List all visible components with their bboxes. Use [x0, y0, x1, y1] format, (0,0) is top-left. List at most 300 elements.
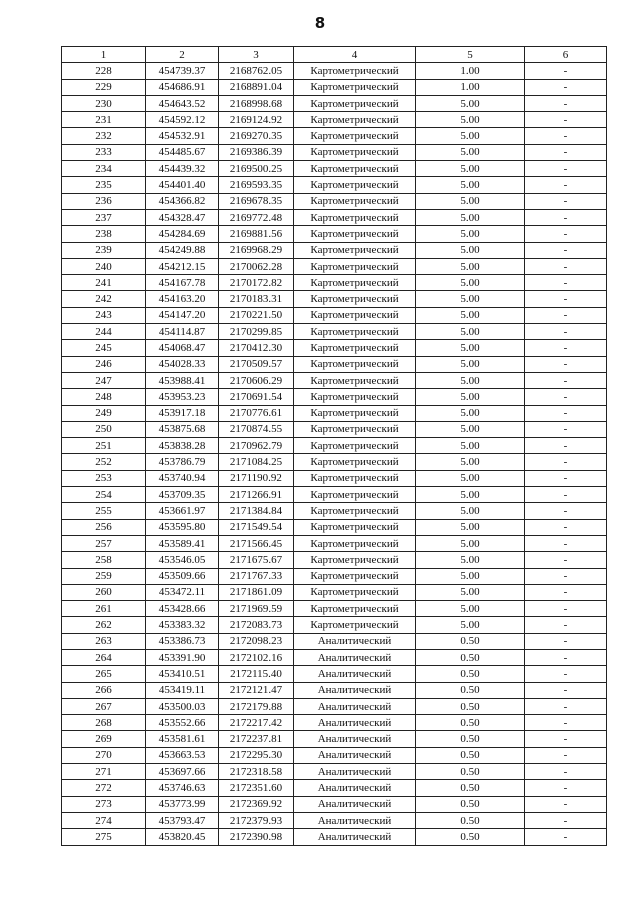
cell-accuracy: 5.00 [416, 389, 525, 405]
cell-y: 2172121.47 [219, 682, 294, 698]
cell-method: Картометрический [294, 193, 416, 209]
cell-y: 2170691.54 [219, 389, 294, 405]
cell-note: - [525, 242, 607, 258]
cell-y: 2171767.33 [219, 568, 294, 584]
cell-point-number: 275 [62, 829, 146, 845]
cell-method: Картометрический [294, 324, 416, 340]
cell-method: Картометрический [294, 519, 416, 535]
cell-point-number: 261 [62, 601, 146, 617]
cell-method: Картометрический [294, 307, 416, 323]
cell-accuracy: 0.50 [416, 747, 525, 763]
cell-y: 2169500.25 [219, 161, 294, 177]
table-row [62, 242, 607, 258]
cell-method: Картометрический [294, 552, 416, 568]
cell-note: - [525, 617, 607, 633]
cell-accuracy: 5.00 [416, 356, 525, 372]
cell-y: 2170606.29 [219, 372, 294, 388]
cell-note: - [525, 829, 607, 845]
cell-note: - [525, 503, 607, 519]
cell-accuracy: 5.00 [416, 519, 525, 535]
table-row [62, 128, 607, 144]
cell-method: Картометрический [294, 372, 416, 388]
cell-point-number: 272 [62, 780, 146, 796]
cell-point-number: 228 [62, 63, 146, 79]
cell-accuracy: 0.50 [416, 731, 525, 747]
cell-x: 454028.33 [146, 356, 219, 372]
cell-note: - [525, 438, 607, 454]
cell-method: Аналитический [294, 633, 416, 649]
cell-method: Картометрический [294, 79, 416, 95]
cell-x: 454328.47 [146, 209, 219, 225]
cell-method: Аналитический [294, 796, 416, 812]
cell-point-number: 258 [62, 552, 146, 568]
cell-accuracy: 5.00 [416, 161, 525, 177]
cell-accuracy: 1.00 [416, 79, 525, 95]
cell-point-number: 262 [62, 617, 146, 633]
cell-x: 454163.20 [146, 291, 219, 307]
cell-note: - [525, 340, 607, 356]
cell-point-number: 230 [62, 95, 146, 111]
cell-x: 453988.41 [146, 372, 219, 388]
cell-accuracy: 5.00 [416, 209, 525, 225]
cell-y: 2172295.30 [219, 747, 294, 763]
cell-y: 2172115.40 [219, 666, 294, 682]
cell-note: - [525, 177, 607, 193]
cell-y: 2170183.31 [219, 291, 294, 307]
table-row [62, 63, 607, 79]
table-row [62, 829, 607, 845]
cell-accuracy: 0.50 [416, 715, 525, 731]
cell-x: 453697.66 [146, 764, 219, 780]
cell-method: Аналитический [294, 829, 416, 845]
cell-x: 454167.78 [146, 275, 219, 291]
cell-y: 2169593.35 [219, 177, 294, 193]
cell-y: 2169386.39 [219, 144, 294, 160]
cell-method: Картометрический [294, 177, 416, 193]
cell-x: 453746.63 [146, 780, 219, 796]
cell-point-number: 260 [62, 584, 146, 600]
page-number: 8 [314, 14, 326, 32]
cell-x: 453391.90 [146, 649, 219, 665]
cell-y: 2169881.56 [219, 226, 294, 242]
cell-y: 2172098.23 [219, 633, 294, 649]
cell-note: - [525, 812, 607, 828]
cell-point-number: 266 [62, 682, 146, 698]
cell-x: 453773.99 [146, 796, 219, 812]
cell-x: 453663.53 [146, 747, 219, 763]
cell-x: 454284.69 [146, 226, 219, 242]
cell-point-number: 253 [62, 470, 146, 486]
cell-y: 2169678.35 [219, 193, 294, 209]
cell-note: - [525, 731, 607, 747]
cell-x: 453740.94 [146, 470, 219, 486]
table-row [62, 682, 607, 698]
cell-y: 2170776.61 [219, 405, 294, 421]
cell-method: Картометрический [294, 112, 416, 128]
cell-accuracy: 5.00 [416, 291, 525, 307]
cell-note: - [525, 112, 607, 128]
cell-x: 453820.45 [146, 829, 219, 845]
cell-y: 2168998.68 [219, 95, 294, 111]
cell-point-number: 254 [62, 487, 146, 503]
cell-point-number: 238 [62, 226, 146, 242]
cell-y: 2171266.91 [219, 487, 294, 503]
cell-note: - [525, 356, 607, 372]
cell-method: Картометрический [294, 470, 416, 486]
table-row [62, 438, 607, 454]
table-row [62, 519, 607, 535]
cell-y: 2169968.29 [219, 242, 294, 258]
table-row [62, 470, 607, 486]
cell-note: - [525, 454, 607, 470]
cell-note: - [525, 95, 607, 111]
table-row [62, 617, 607, 633]
cell-x: 454147.20 [146, 307, 219, 323]
cell-accuracy: 5.00 [416, 242, 525, 258]
table-row [62, 601, 607, 617]
cell-note: - [525, 796, 607, 812]
cell-x: 454249.88 [146, 242, 219, 258]
cell-note: - [525, 584, 607, 600]
cell-x: 454532.91 [146, 128, 219, 144]
cell-y: 2172379.93 [219, 812, 294, 828]
cell-accuracy: 5.00 [416, 470, 525, 486]
cell-y: 2170874.55 [219, 421, 294, 437]
cell-accuracy: 0.50 [416, 649, 525, 665]
cell-point-number: 246 [62, 356, 146, 372]
cell-method: Картометрический [294, 242, 416, 258]
cell-method: Картометрический [294, 258, 416, 274]
column-header-note: 6 [525, 47, 607, 63]
cell-accuracy: 0.50 [416, 682, 525, 698]
cell-x: 454366.82 [146, 193, 219, 209]
table-row [62, 568, 607, 584]
cell-point-number: 244 [62, 324, 146, 340]
cell-accuracy: 0.50 [416, 633, 525, 649]
cell-method: Аналитический [294, 682, 416, 698]
cell-accuracy: 5.00 [416, 503, 525, 519]
cell-x: 453386.73 [146, 633, 219, 649]
cell-note: - [525, 698, 607, 714]
cell-accuracy: 5.00 [416, 372, 525, 388]
cell-x: 454643.52 [146, 95, 219, 111]
table-row [62, 307, 607, 323]
table-row [62, 764, 607, 780]
column-header-y: 3 [219, 47, 294, 63]
cell-point-number: 231 [62, 112, 146, 128]
cell-point-number: 245 [62, 340, 146, 356]
cell-y: 2169124.92 [219, 112, 294, 128]
cell-note: - [525, 307, 607, 323]
cell-method: Картометрический [294, 421, 416, 437]
cell-accuracy: 0.50 [416, 666, 525, 682]
table-row [62, 372, 607, 388]
cell-method: Картометрический [294, 144, 416, 160]
cell-method: Картометрический [294, 95, 416, 111]
cell-note: - [525, 144, 607, 160]
cell-point-number: 229 [62, 79, 146, 95]
cell-note: - [525, 291, 607, 307]
table-row [62, 193, 607, 209]
cell-note: - [525, 161, 607, 177]
cell-accuracy: 5.00 [416, 552, 525, 568]
column-header-x: 2 [146, 47, 219, 63]
table-row [62, 780, 607, 796]
table-row [62, 79, 607, 95]
cell-method: Аналитический [294, 666, 416, 682]
cell-note: - [525, 487, 607, 503]
cell-note: - [525, 193, 607, 209]
cell-method: Картометрический [294, 291, 416, 307]
cell-y: 2170062.28 [219, 258, 294, 274]
table-row [62, 340, 607, 356]
cell-y: 2171190.92 [219, 470, 294, 486]
cell-point-number: 256 [62, 519, 146, 535]
cell-note: - [525, 324, 607, 340]
table-row [62, 95, 607, 111]
table-row [62, 552, 607, 568]
cell-x: 453472.11 [146, 584, 219, 600]
cell-note: - [525, 715, 607, 731]
table-row [62, 112, 607, 128]
cell-method: Картометрический [294, 389, 416, 405]
cell-point-number: 269 [62, 731, 146, 747]
cell-method: Картометрический [294, 568, 416, 584]
cell-note: - [525, 372, 607, 388]
table-row [62, 209, 607, 225]
cell-method: Аналитический [294, 812, 416, 828]
cell-x: 454485.67 [146, 144, 219, 160]
table-row [62, 633, 607, 649]
cell-accuracy: 5.00 [416, 421, 525, 437]
cell-note: - [525, 258, 607, 274]
cell-accuracy: 5.00 [416, 340, 525, 356]
cell-note: - [525, 405, 607, 421]
cell-method: Картометрический [294, 503, 416, 519]
cell-x: 453793.47 [146, 812, 219, 828]
cell-x: 454401.40 [146, 177, 219, 193]
cell-point-number: 263 [62, 633, 146, 649]
table-row [62, 747, 607, 763]
cell-accuracy: 5.00 [416, 584, 525, 600]
cell-accuracy: 0.50 [416, 698, 525, 714]
table-row [62, 258, 607, 274]
cell-x: 453383.32 [146, 617, 219, 633]
table-row [62, 177, 607, 193]
cell-y: 2172351.60 [219, 780, 294, 796]
cell-point-number: 252 [62, 454, 146, 470]
cell-note: - [525, 519, 607, 535]
cell-x: 454686.91 [146, 79, 219, 95]
cell-point-number: 251 [62, 438, 146, 454]
table-row [62, 715, 607, 731]
cell-note: - [525, 633, 607, 649]
table-row [62, 535, 607, 551]
cell-method: Аналитический [294, 715, 416, 731]
cell-accuracy: 5.00 [416, 112, 525, 128]
cell-point-number: 232 [62, 128, 146, 144]
table-row [62, 666, 607, 682]
cell-method: Аналитический [294, 698, 416, 714]
cell-method: Картометрический [294, 584, 416, 600]
cell-point-number: 240 [62, 258, 146, 274]
cell-accuracy: 5.00 [416, 128, 525, 144]
cell-accuracy: 5.00 [416, 568, 525, 584]
cell-note: - [525, 389, 607, 405]
cell-y: 2172237.81 [219, 731, 294, 747]
cell-method: Картометрический [294, 487, 416, 503]
cell-x: 453581.61 [146, 731, 219, 747]
cell-note: - [525, 568, 607, 584]
cell-accuracy: 1.00 [416, 63, 525, 79]
cell-point-number: 237 [62, 209, 146, 225]
cell-y: 2171675.67 [219, 552, 294, 568]
cell-y: 2170509.57 [219, 356, 294, 372]
table-row [62, 144, 607, 160]
cell-y: 2172217.42 [219, 715, 294, 731]
cell-x: 453786.79 [146, 454, 219, 470]
table-row [62, 275, 607, 291]
cell-method: Картометрический [294, 209, 416, 225]
cell-method: Картометрический [294, 617, 416, 633]
cell-x: 453953.23 [146, 389, 219, 405]
cell-x: 453500.03 [146, 698, 219, 714]
cell-method: Картометрический [294, 226, 416, 242]
cell-x: 454739.37 [146, 63, 219, 79]
cell-note: - [525, 666, 607, 682]
coordinates-table [61, 46, 607, 846]
cell-point-number: 265 [62, 666, 146, 682]
cell-accuracy: 5.00 [416, 535, 525, 551]
table-row [62, 421, 607, 437]
cell-note: - [525, 275, 607, 291]
table-row [62, 405, 607, 421]
cell-method: Аналитический [294, 649, 416, 665]
table-row [62, 584, 607, 600]
cell-point-number: 268 [62, 715, 146, 731]
cell-y: 2168762.05 [219, 63, 294, 79]
cell-accuracy: 5.00 [416, 405, 525, 421]
cell-y: 2171969.59 [219, 601, 294, 617]
cell-note: - [525, 552, 607, 568]
cell-y: 2170172.82 [219, 275, 294, 291]
cell-note: - [525, 764, 607, 780]
cell-y: 2169270.35 [219, 128, 294, 144]
cell-accuracy: 5.00 [416, 454, 525, 470]
cell-accuracy: 5.00 [416, 193, 525, 209]
cell-y: 2170221.50 [219, 307, 294, 323]
cell-y: 2172179.88 [219, 698, 294, 714]
cell-y: 2172102.16 [219, 649, 294, 665]
cell-x: 453875.68 [146, 421, 219, 437]
cell-note: - [525, 421, 607, 437]
cell-note: - [525, 682, 607, 698]
cell-method: Картометрический [294, 161, 416, 177]
cell-method: Картометрический [294, 356, 416, 372]
cell-method: Картометрический [294, 601, 416, 617]
cell-point-number: 233 [62, 144, 146, 160]
cell-method: Картометрический [294, 340, 416, 356]
cell-y: 2172369.92 [219, 796, 294, 812]
cell-accuracy: 5.00 [416, 324, 525, 340]
cell-y: 2170299.85 [219, 324, 294, 340]
cell-x: 453419.11 [146, 682, 219, 698]
cell-y: 2171861.09 [219, 584, 294, 600]
cell-y: 2170412.30 [219, 340, 294, 356]
cell-note: - [525, 79, 607, 95]
cell-x: 454439.32 [146, 161, 219, 177]
cell-note: - [525, 535, 607, 551]
table-row [62, 731, 607, 747]
cell-y: 2171384.84 [219, 503, 294, 519]
cell-x: 453589.41 [146, 535, 219, 551]
table-row [62, 324, 607, 340]
cell-accuracy: 0.50 [416, 764, 525, 780]
cell-y: 2172083.73 [219, 617, 294, 633]
cell-point-number: 241 [62, 275, 146, 291]
cell-method: Картометрический [294, 63, 416, 79]
cell-point-number: 274 [62, 812, 146, 828]
table-row [62, 503, 607, 519]
cell-method: Картометрический [294, 535, 416, 551]
cell-accuracy: 5.00 [416, 258, 525, 274]
cell-y: 2170962.79 [219, 438, 294, 454]
cell-x: 454114.87 [146, 324, 219, 340]
cell-x: 453709.35 [146, 487, 219, 503]
table-row [62, 389, 607, 405]
table-row [62, 226, 607, 242]
cell-point-number: 257 [62, 535, 146, 551]
cell-point-number: 271 [62, 764, 146, 780]
cell-y: 2169772.48 [219, 209, 294, 225]
column-header-point-number: 1 [62, 47, 146, 63]
cell-method: Картометрический [294, 438, 416, 454]
cell-x: 454212.15 [146, 258, 219, 274]
cell-accuracy: 5.00 [416, 144, 525, 160]
cell-accuracy: 5.00 [416, 487, 525, 503]
table-row [62, 812, 607, 828]
cell-note: - [525, 649, 607, 665]
cell-y: 2172318.58 [219, 764, 294, 780]
cell-note: - [525, 780, 607, 796]
cell-method: Картометрический [294, 405, 416, 421]
cell-method: Картометрический [294, 128, 416, 144]
cell-y: 2172390.98 [219, 829, 294, 845]
cell-accuracy: 5.00 [416, 307, 525, 323]
cell-point-number: 273 [62, 796, 146, 812]
table-row [62, 161, 607, 177]
cell-point-number: 250 [62, 421, 146, 437]
cell-note: - [525, 128, 607, 144]
cell-point-number: 236 [62, 193, 146, 209]
cell-method: Аналитический [294, 780, 416, 796]
cell-accuracy: 5.00 [416, 438, 525, 454]
cell-x: 453410.51 [146, 666, 219, 682]
cell-note: - [525, 63, 607, 79]
cell-x: 453509.66 [146, 568, 219, 584]
cell-y: 2171549.54 [219, 519, 294, 535]
cell-x: 453546.05 [146, 552, 219, 568]
table-row [62, 649, 607, 665]
cell-method: Аналитический [294, 764, 416, 780]
table-row [62, 454, 607, 470]
table-header-row [62, 47, 607, 63]
cell-accuracy: 5.00 [416, 601, 525, 617]
cell-x: 453917.18 [146, 405, 219, 421]
cell-x: 453428.66 [146, 601, 219, 617]
column-header-accuracy: 5 [416, 47, 525, 63]
cell-x: 453552.66 [146, 715, 219, 731]
